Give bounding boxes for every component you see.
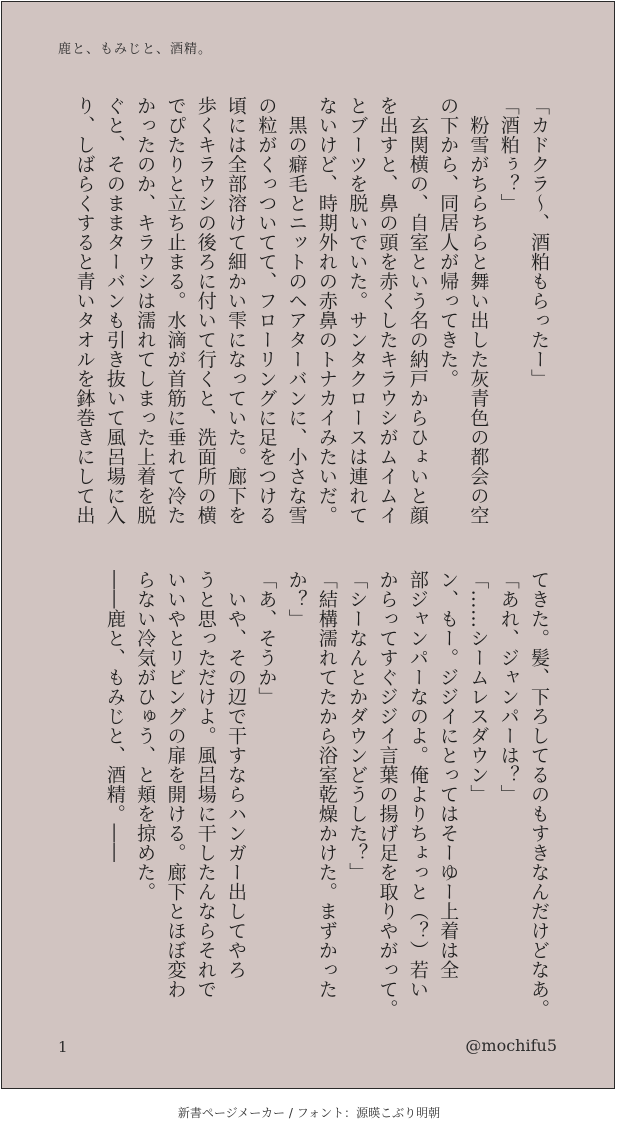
text-line: 「あれ、ジャンパーは？」 xyxy=(497,570,520,804)
generator-credit: 新書ページメーカー / フォント：源暎こぶり明朝 xyxy=(177,1106,441,1120)
text-line: 「酒粕ぅ？」 xyxy=(497,96,520,213)
page-number: 1 xyxy=(58,1038,68,1056)
text-line: か？」 xyxy=(285,570,308,629)
text-line: 「……シームレスダウン」 xyxy=(467,570,490,804)
text-block-top xyxy=(54,96,554,526)
text-line: の下から、同居人が帰ってきた。 xyxy=(437,96,460,389)
text-line: 部ジャンパーなのよ。俺よりちょっと（？）若い xyxy=(406,570,429,999)
text-line: の粒がくっついてて、フローリングに足をつける xyxy=(255,96,278,525)
text-line: 歩くキラウシの後ろに付いて行くと、洗面所の横 xyxy=(194,96,217,525)
text-line: いいやとリビングの扉を開ける。廊下とほぼ変わ xyxy=(164,570,187,999)
text-line: とブーツを脱いでいた。サンタクロースは連れて xyxy=(346,96,369,525)
text-line: 「結構濡れてたから浴室乾燥かけた。まずかった xyxy=(315,570,338,999)
text-line: 玄関横の、自室という名の納戸からひょいと顔 xyxy=(406,96,429,525)
page-sheet xyxy=(1,1,615,1089)
text-line: ――鹿と、もみじと、酒精。―― xyxy=(103,570,126,863)
text-line: を出すと、鼻の頭を赤くしたキラウシがムイムイ xyxy=(376,96,399,525)
text-line: ないけど、時期外れの赤鼻のトナカイみたいだ。 xyxy=(315,96,338,525)
page-header-title: 鹿と、もみじと、酒精。 xyxy=(58,42,213,57)
text-line: 粉雪がちらちらと舞い出した灰青色の都会の空 xyxy=(467,96,490,525)
text-line: でぴたりと立ち止まる。水滴が首筋に垂れて冷た xyxy=(164,96,187,525)
text-line: 黒の癖毛とニットのヘアターバンに、小さな雪 xyxy=(285,96,308,525)
text-line: てきた。髪、下ろしてるのもすきなんだけどなあ。 xyxy=(528,570,550,1019)
text-line: 頃には全部溶けて細かい雫になっていた。廊下を xyxy=(225,96,248,525)
text-block-bottom xyxy=(54,570,554,1019)
text-line: うと思っただけよ。風呂場に干したんならそれで xyxy=(194,570,217,999)
text-line: からってすぐジジイ言葉の揚げ足を取りやがって。 xyxy=(376,570,399,1019)
text-line: ぐと、そのままターバンも引き抜いて風呂場に入 xyxy=(103,96,126,525)
text-line: ン、もー。ジジイにとってはそーゆー上着は全 xyxy=(437,570,460,980)
text-line: かったのか、キラウシは濡れてしまった上着を脱 xyxy=(134,96,157,525)
text-line: り、しばらくすると青いタオルを鉢巻きにして出 xyxy=(73,96,96,525)
text-line: らない冷気がひゅう、と頬を掠めた。 xyxy=(134,570,157,902)
author-handle: @mochifu5 xyxy=(465,1036,557,1055)
text-line: 「シーなんとかダウンどうした？」 xyxy=(346,570,369,882)
text-line: いや、その辺で干すならハンガー出してやろ xyxy=(225,570,248,980)
text-line: 「あ、そうか」 xyxy=(255,570,278,707)
text-line: 「カドクラ〜、酒粕もらったー」 xyxy=(528,96,550,389)
